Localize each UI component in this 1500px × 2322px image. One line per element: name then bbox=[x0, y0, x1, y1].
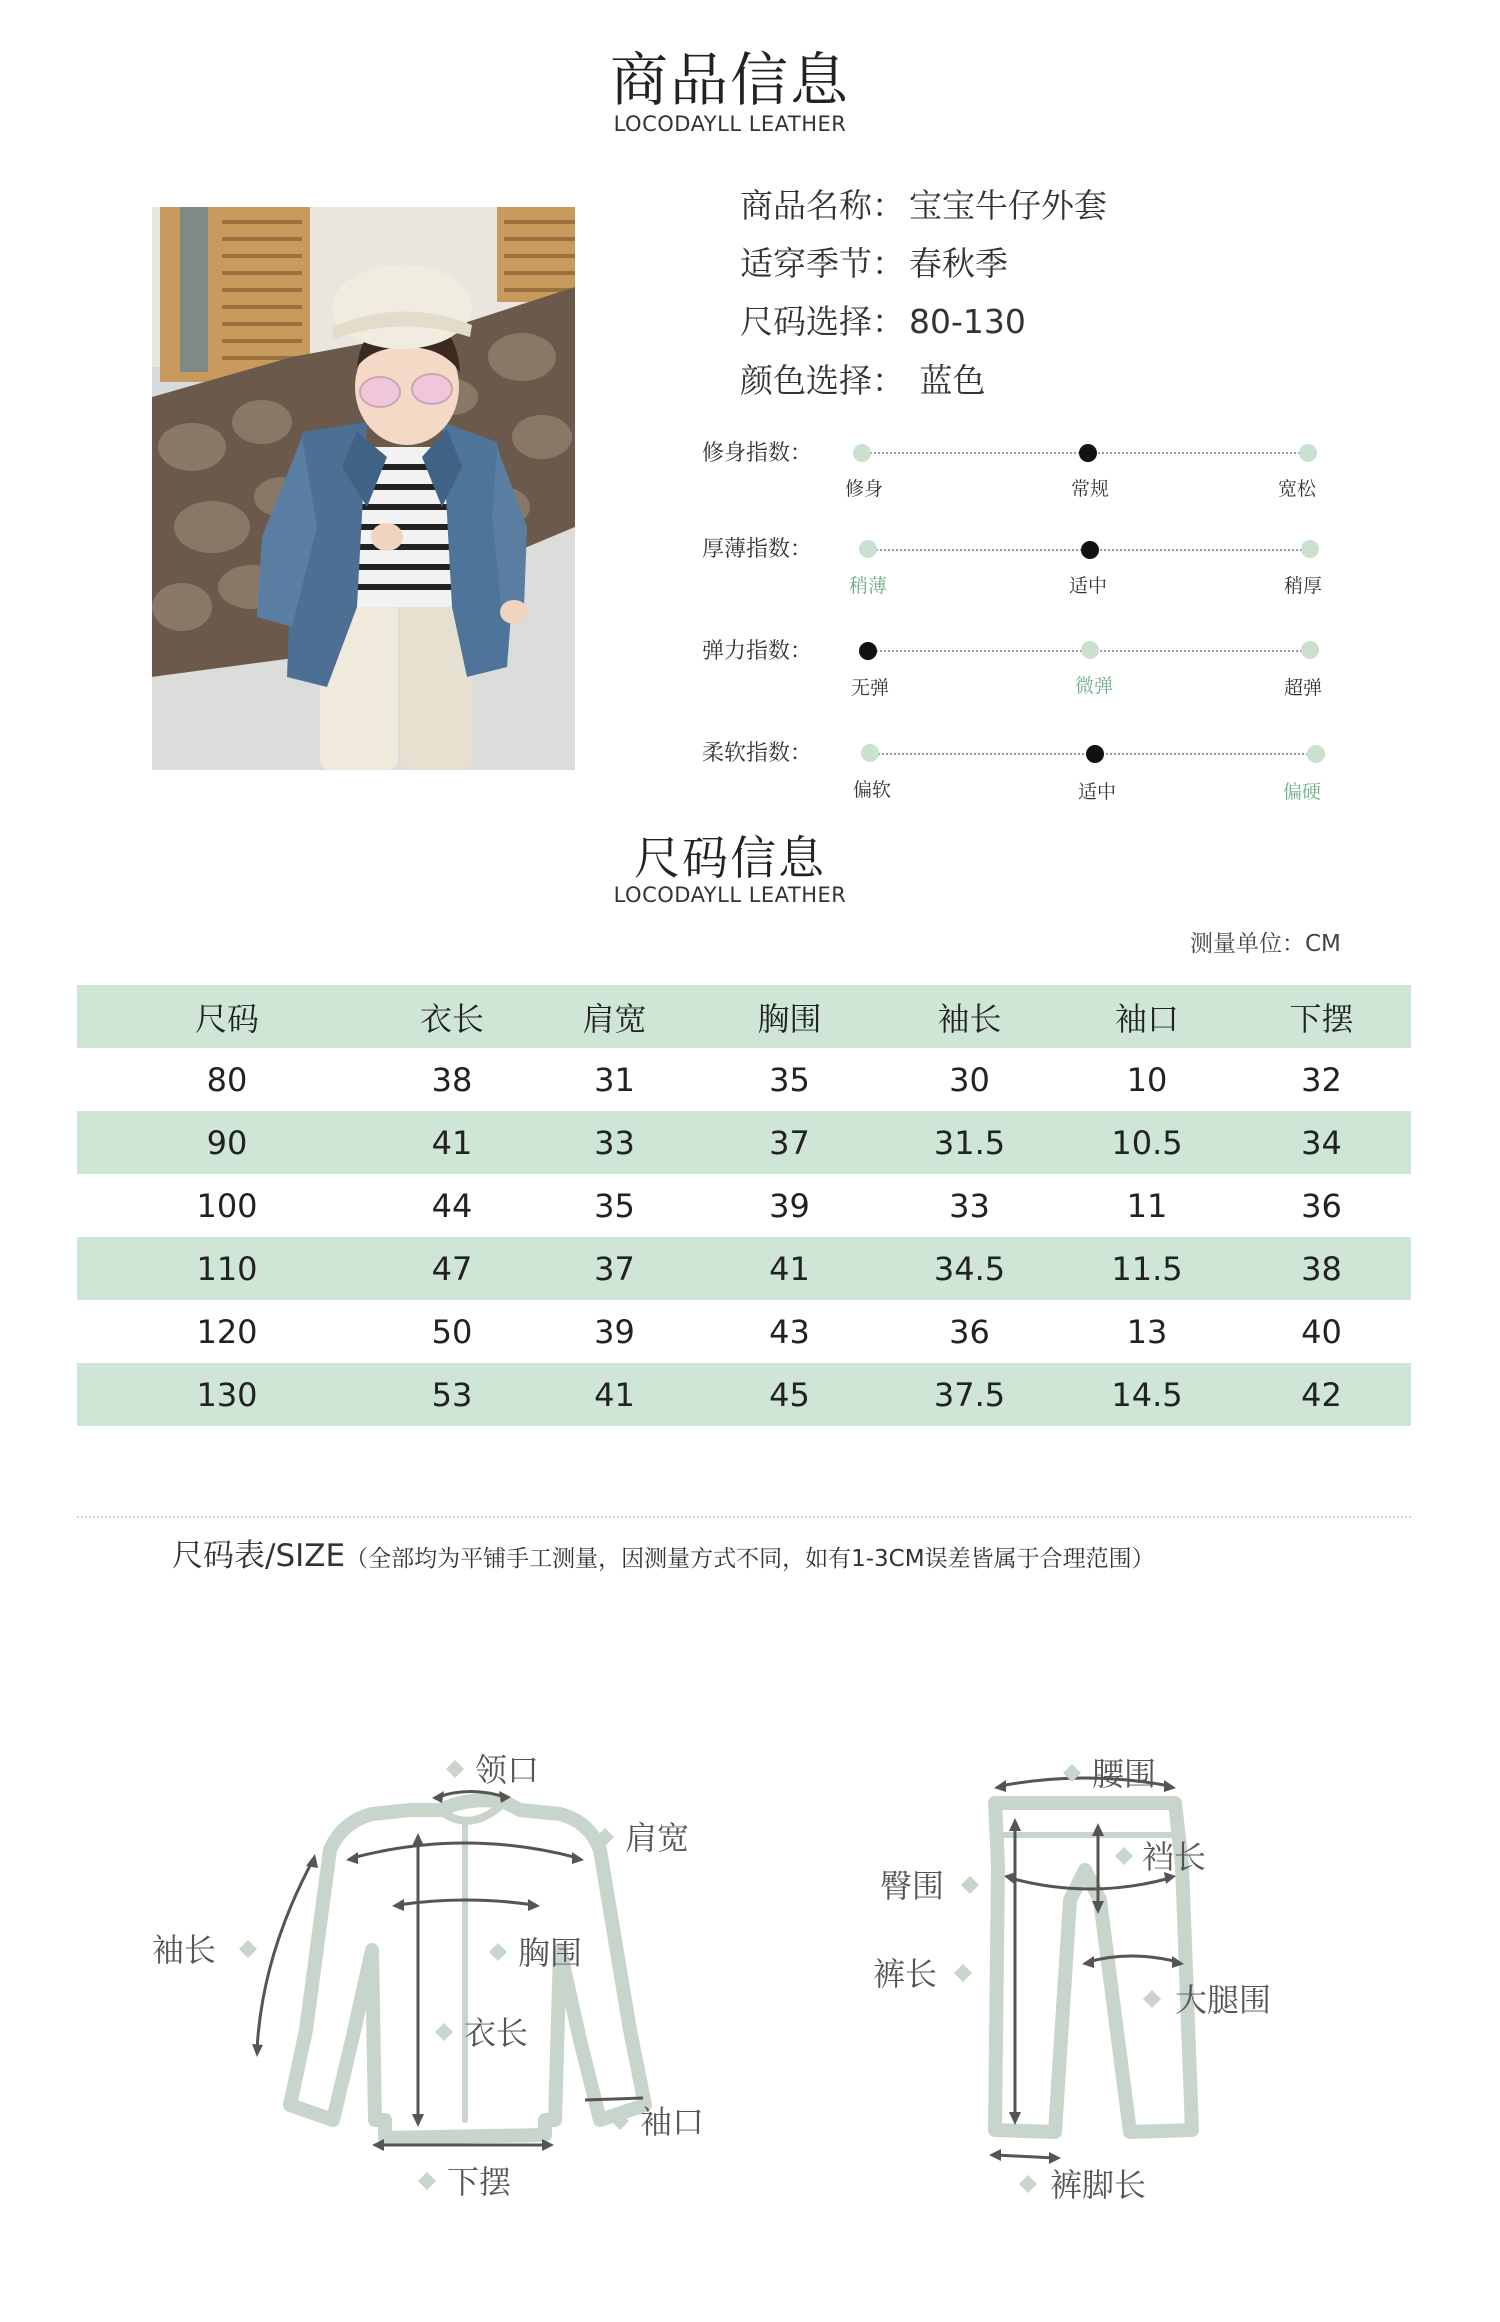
label-chest: 胸围 bbox=[518, 1934, 583, 1972]
product-info-subtitle: LOCODAYLL LEATHER bbox=[613, 112, 847, 136]
thickness-index-option-0: 稍薄 bbox=[848, 575, 887, 597]
info-name-value: 宝宝牛仔外套 bbox=[909, 186, 1107, 225]
cell-chest: 45 bbox=[769, 1375, 810, 1414]
thickness-index-dot-2 bbox=[1301, 540, 1319, 558]
cell-size: 100 bbox=[196, 1186, 258, 1225]
label-thigh: 大腿围 bbox=[1175, 1981, 1272, 2019]
header-chest: 胸围 bbox=[757, 999, 822, 1038]
softness-index-dot-0 bbox=[861, 744, 879, 762]
label-shoulder: 肩宽 bbox=[625, 1819, 690, 1857]
header-hem: 下摆 bbox=[1289, 999, 1354, 1038]
cell-size: 120 bbox=[196, 1312, 258, 1351]
cell-size: 130 bbox=[196, 1375, 258, 1414]
elasticity-index-dot-2 bbox=[1301, 641, 1319, 659]
size-note-title: 尺码表/SIZE bbox=[172, 1538, 346, 1574]
header-length: 衣长 bbox=[419, 999, 484, 1038]
elasticity-index-label: 弹力指数： bbox=[701, 639, 812, 664]
info-season bbox=[740, 238, 1008, 285]
cell-hem: 36 bbox=[1301, 1186, 1342, 1225]
cell-shoulder: 41 bbox=[594, 1375, 635, 1414]
header-sleeve: 袖长 bbox=[937, 999, 1002, 1038]
cell-cuff: 11 bbox=[1126, 1186, 1168, 1225]
fit-index-option-1: 常规 bbox=[1070, 478, 1109, 500]
table-row bbox=[77, 1363, 1411, 1426]
elasticity-index-dot-0 bbox=[859, 642, 877, 660]
label-hem: 下摆 bbox=[447, 2163, 512, 2201]
cell-size: 80 bbox=[206, 1060, 248, 1099]
info-color bbox=[740, 355, 986, 402]
cell-length: 38 bbox=[431, 1060, 473, 1099]
thickness-index-dot-1 bbox=[1081, 541, 1099, 559]
cell-shoulder: 31 bbox=[594, 1060, 635, 1099]
fit-index-dot-0 bbox=[853, 444, 871, 462]
cell-sleeve: 30 bbox=[949, 1060, 990, 1099]
label-hip: 臀围 bbox=[880, 1867, 945, 1905]
label-cuff: 袖口 bbox=[640, 2103, 705, 2141]
cell-hem: 42 bbox=[1301, 1375, 1342, 1414]
cell-hem: 38 bbox=[1301, 1249, 1342, 1288]
cell-length: 41 bbox=[431, 1123, 473, 1162]
cell-length: 47 bbox=[431, 1249, 473, 1288]
table-row bbox=[77, 1111, 1411, 1174]
label-leg-opening: 裤脚长 bbox=[1050, 2166, 1147, 2204]
label-crotch: 裆长 bbox=[1142, 1838, 1207, 1876]
table-row bbox=[77, 1048, 1411, 1111]
size-info-title: 尺码信息 bbox=[634, 831, 826, 885]
cell-cuff: 10.5 bbox=[1111, 1123, 1183, 1162]
fit-index-dot-1 bbox=[1079, 444, 1097, 462]
info-name-label: 商品名称： bbox=[740, 186, 905, 225]
info-color-label: 颜色选择： bbox=[740, 361, 905, 400]
product-photo bbox=[152, 207, 575, 770]
cell-sleeve: 37.5 bbox=[933, 1375, 1006, 1414]
softness-index-option-0: 偏软 bbox=[852, 779, 891, 801]
info-season-label: 适穿季节： bbox=[740, 244, 905, 283]
cell-cuff: 10 bbox=[1126, 1060, 1168, 1099]
cell-chest: 39 bbox=[769, 1186, 810, 1225]
softness-index-dot-2 bbox=[1307, 745, 1325, 763]
cell-hem: 32 bbox=[1301, 1060, 1342, 1099]
fit-index-option-0: 修身 bbox=[844, 478, 883, 500]
fit-index-dot-2 bbox=[1299, 444, 1317, 462]
info-size bbox=[740, 296, 1026, 343]
cell-length: 50 bbox=[431, 1312, 473, 1351]
header-size: 尺码 bbox=[194, 999, 259, 1038]
cell-chest: 35 bbox=[769, 1060, 810, 1099]
elasticity-index-dot-1 bbox=[1081, 641, 1099, 659]
elasticity-index-option-2: 超弹 bbox=[1283, 677, 1322, 699]
label-sleeve-length: 袖长 bbox=[152, 1931, 217, 1969]
info-name bbox=[740, 180, 1107, 227]
table-row bbox=[77, 1237, 1411, 1300]
fit-index-label: 修身指数： bbox=[701, 441, 812, 466]
cell-hem: 34 bbox=[1301, 1123, 1342, 1162]
header-shoulder: 肩宽 bbox=[582, 999, 647, 1038]
cell-chest: 41 bbox=[769, 1249, 810, 1288]
label-pants-length: 裤长 bbox=[873, 1955, 938, 1993]
cell-sleeve: 31.5 bbox=[933, 1123, 1006, 1162]
size-note bbox=[172, 1530, 1155, 1575]
measure-unit-label: 测量单位：CM bbox=[1190, 931, 1341, 957]
thickness-index-option-2: 稍厚 bbox=[1283, 575, 1322, 597]
size-info-subtitle: LOCODAYLL LEATHER bbox=[613, 883, 847, 907]
elasticity-index-option-1: 微弹 bbox=[1074, 675, 1113, 697]
size-table-header bbox=[77, 985, 1411, 1048]
fit-index-option-2: 宽松 bbox=[1277, 478, 1316, 500]
info-season-value: 春秋季 bbox=[909, 244, 1008, 283]
cell-sleeve: 36 bbox=[949, 1312, 990, 1351]
cell-shoulder: 33 bbox=[594, 1123, 635, 1162]
size-note-detail: （全部均为平铺手工测量，因测量方式不同，如有1-3CM误差皆属于合理范围） bbox=[345, 1546, 1155, 1572]
cell-shoulder: 35 bbox=[594, 1186, 635, 1225]
label-body-length: 衣长 bbox=[464, 2014, 529, 2052]
cell-sleeve: 33 bbox=[949, 1186, 990, 1225]
label-waist: 腰围 bbox=[1092, 1755, 1157, 1793]
thickness-index-option-1: 适中 bbox=[1068, 575, 1107, 597]
info-size-label: 尺码选择： bbox=[740, 302, 905, 341]
cell-hem: 40 bbox=[1301, 1312, 1342, 1351]
elasticity-index-option-0: 无弹 bbox=[850, 677, 889, 699]
info-color-value: 蓝色 bbox=[909, 361, 986, 400]
section-divider bbox=[77, 1516, 1411, 1518]
cell-cuff: 14.5 bbox=[1111, 1375, 1183, 1414]
softness-index-label: 柔软指数： bbox=[701, 741, 812, 766]
cell-shoulder: 39 bbox=[594, 1312, 635, 1351]
cell-sleeve: 34.5 bbox=[933, 1249, 1006, 1288]
jacket-outline bbox=[290, 1800, 645, 2138]
cell-cuff: 13 bbox=[1126, 1312, 1168, 1351]
cell-chest: 43 bbox=[769, 1312, 810, 1351]
cell-shoulder: 37 bbox=[594, 1249, 635, 1288]
cell-cuff: 11.5 bbox=[1111, 1249, 1183, 1288]
measurement-diagram bbox=[0, 1700, 1500, 2322]
thickness-index-dot-0 bbox=[859, 540, 877, 558]
softness-index-option-1: 适中 bbox=[1077, 781, 1116, 803]
softness-index-dot-1 bbox=[1086, 745, 1104, 763]
table-row bbox=[77, 1174, 1411, 1237]
child-denim-jacket-illustration bbox=[152, 207, 575, 770]
cell-length: 53 bbox=[431, 1375, 473, 1414]
cell-length: 44 bbox=[431, 1186, 473, 1225]
cell-chest: 37 bbox=[769, 1123, 810, 1162]
size-table bbox=[77, 985, 1411, 1426]
cell-size: 110 bbox=[196, 1249, 258, 1288]
table-row bbox=[77, 1300, 1411, 1363]
softness-index-option-2: 偏硬 bbox=[1282, 781, 1321, 803]
label-collar: 领口 bbox=[475, 1751, 540, 1789]
info-size-value: 80-130 bbox=[909, 302, 1026, 341]
header-cuff: 袖口 bbox=[1114, 999, 1179, 1038]
product-info-title: 商品信息 bbox=[609, 46, 850, 114]
thickness-index-label: 厚薄指数： bbox=[701, 537, 812, 562]
cell-size: 90 bbox=[206, 1123, 248, 1162]
